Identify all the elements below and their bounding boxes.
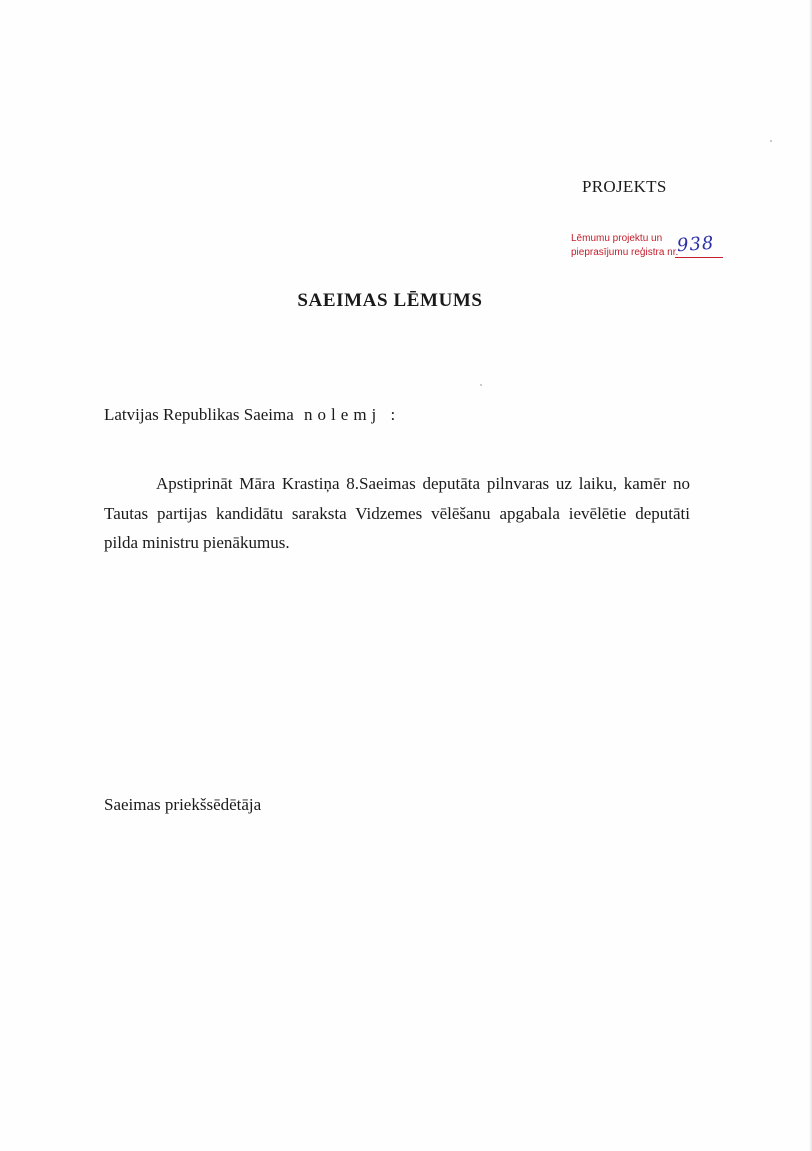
intro-text: Latvijas Republikas Saeima: [104, 405, 294, 424]
stamp-line-1: Lēmumu projektu un: [571, 233, 663, 244]
signature-line: Saeimas priekšsēdētāja: [104, 795, 262, 814]
document-title: SAEIMAS LĒMUMS: [297, 290, 483, 311]
stamp-number-underline: [675, 257, 723, 258]
intro-spaced-word: nolemj :: [304, 405, 401, 424]
intro-line: [104, 405, 400, 425]
decision-body: Apstiprināt Māra Krastiņa 8.Saeimas deputāta pilnvaras uz laiku, kamēr no Tautas partijas kandidātu saraksta Vidzemes vēlēšanu apgabala ievēlētie deputāti pilda ministru pienākumus.: [104, 474, 690, 552]
registry-stamp: [571, 232, 741, 266]
stamp-line-2: pieprasījumu reģistra nr.: [571, 247, 679, 258]
scan-speck: [770, 140, 772, 142]
draft-label: PROJEKTS: [582, 177, 667, 196]
scan-speck: [480, 384, 482, 386]
handwritten-registry-number: 938: [676, 232, 716, 257]
